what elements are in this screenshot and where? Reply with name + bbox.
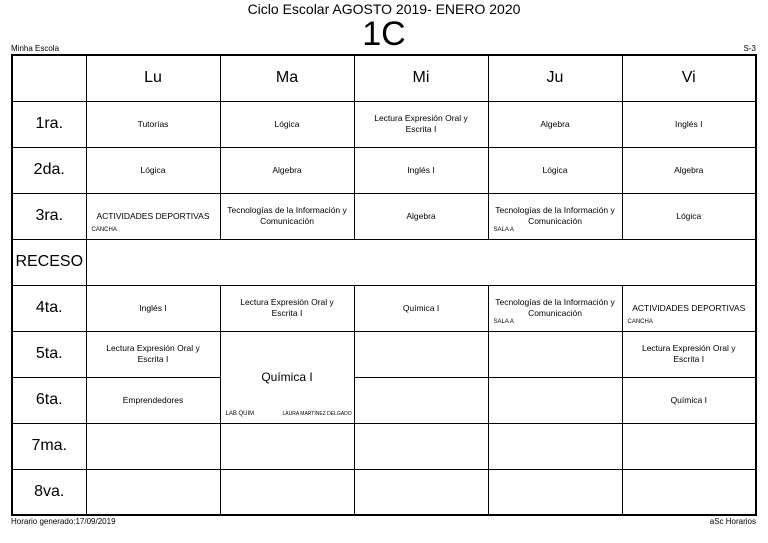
subject-label: Química I: [670, 394, 707, 405]
room-label: LAB QUIM: [225, 410, 255, 417]
lesson-cell: [86, 101, 220, 147]
subject-label: ACTIVIDADES DEPORTIVAS: [96, 210, 210, 221]
subject-label: Algebra: [406, 210, 436, 221]
empty-cell: [622, 423, 756, 469]
empty-cell: [488, 377, 622, 423]
room-label: SALA A: [493, 226, 514, 233]
subject-label: Inglés I: [675, 118, 703, 129]
lesson-cell: [354, 285, 488, 331]
period-row-6: [12, 377, 756, 423]
empty-cell: [622, 469, 756, 515]
lesson-cell: [86, 193, 220, 239]
subject-label: Lectura Expresión Oral y Escrita I: [374, 113, 468, 134]
class-name: 1C: [362, 15, 406, 53]
subject-label: Emprendedores: [122, 394, 184, 405]
subject-label: Algebra: [272, 164, 302, 175]
school-name: Minha Escola: [11, 44, 60, 53]
subject-label: Lógica: [274, 118, 300, 129]
subject-label: Lógica: [140, 164, 166, 175]
subject-label: Lógica: [542, 164, 568, 175]
lesson-cell: [488, 285, 622, 331]
teacher-label: LAURA MARTÍNEZ DELGADO: [282, 410, 352, 417]
period-row-4: [12, 285, 756, 331]
subject-label: Lectura Expresión Oral y Escrita I: [106, 343, 200, 364]
lesson-cell: [622, 377, 756, 423]
subject-label: ACTIVIDADES DEPORTIVAS: [632, 302, 746, 313]
empty-cell: [86, 469, 220, 515]
period-label: 2da.: [12, 147, 86, 193]
day-header-mi: Mi: [354, 55, 488, 101]
lesson-cell-double: [220, 331, 354, 423]
subject-label: Química I: [402, 302, 440, 313]
period-label: 3ra.: [12, 193, 86, 239]
lesson-cell: [622, 193, 756, 239]
empty-cell: [488, 331, 622, 377]
period-row-2: [12, 147, 756, 193]
recess-row: [12, 239, 756, 285]
subject-label: Tutorías: [137, 118, 169, 129]
period-label: RECESO: [12, 239, 86, 285]
subject-label: Tecnologías de la Información y Comunicación: [227, 205, 347, 226]
lesson-cell: [354, 193, 488, 239]
empty-cell: [488, 423, 622, 469]
subject-label: Algebra: [674, 164, 704, 175]
lesson-cell: [622, 101, 756, 147]
empty-cell: [86, 423, 220, 469]
generated-date: Horario generado:17/09/2019: [11, 517, 116, 526]
period-label: 4ta.: [12, 285, 86, 331]
subject-label: Lectura Expresión Oral y Escrita I: [641, 343, 736, 364]
lesson-cell: [86, 377, 220, 423]
period-label: 7ma.: [12, 423, 86, 469]
empty-cell: [220, 469, 354, 515]
lesson-cell: [220, 285, 354, 331]
lesson-cell: [354, 101, 488, 147]
lesson-cell: [86, 285, 220, 331]
lesson-cell: [220, 147, 354, 193]
room-label: SALA A: [493, 318, 514, 325]
period-row-8: [12, 469, 756, 515]
recess-cell: [86, 239, 756, 285]
period-label: 1ra.: [12, 101, 86, 147]
empty-cell: [354, 331, 488, 377]
lesson-cell: [622, 285, 756, 331]
room-label: CANCHA: [627, 318, 653, 325]
lesson-cell: [220, 193, 354, 239]
period-row-1: [12, 101, 756, 147]
subject-label: Inglés I: [407, 164, 435, 175]
software-credit: aSc Horarios: [709, 517, 756, 526]
timetable-grid: [11, 54, 757, 516]
day-header-lu: Lu: [86, 55, 220, 101]
subject-label: Inglés I: [139, 302, 167, 313]
subject-label: Tecnologías de la Información y Comunicación: [495, 297, 615, 318]
empty-cell: [354, 423, 488, 469]
day-header-ma: Ma: [220, 55, 354, 101]
lesson-cell: [488, 193, 622, 239]
period-row-3: [12, 193, 756, 239]
room-label: CANCHA: [91, 226, 117, 233]
lesson-cell: [622, 147, 756, 193]
lesson-cell: [488, 101, 622, 147]
empty-cell: [220, 423, 354, 469]
lesson-cell: [354, 147, 488, 193]
period-row-5: [12, 331, 756, 377]
empty-cell: [354, 469, 488, 515]
lesson-cell: [220, 101, 354, 147]
subject-label: Algebra: [540, 118, 570, 129]
period-label: 6ta.: [12, 377, 86, 423]
sheet-code: S-3: [743, 44, 756, 53]
subject-label: Tecnologías de la Información y Comunicación: [495, 205, 615, 226]
lesson-cell: [86, 147, 220, 193]
corner-cell: [12, 55, 86, 101]
lesson-cell: [86, 331, 220, 377]
subject-label: Lógica: [676, 210, 702, 221]
day-header-ju: Ju: [488, 55, 622, 101]
period-label: 5ta.: [12, 331, 86, 377]
lesson-cell: [622, 331, 756, 377]
subject-label: Química I: [261, 369, 313, 384]
period-label: 8va.: [12, 469, 86, 515]
empty-cell: [488, 469, 622, 515]
subject-label: Lectura Expresión Oral y Escrita I: [240, 297, 334, 318]
header-row: [12, 55, 756, 101]
lesson-cell: [488, 147, 622, 193]
period-row-7: [12, 423, 756, 469]
day-header-vi: Vi: [622, 55, 756, 101]
empty-cell: [354, 377, 488, 423]
schedule-title: Ciclo Escolar AGOSTO 2019- ENERO 2020: [247, 1, 521, 17]
